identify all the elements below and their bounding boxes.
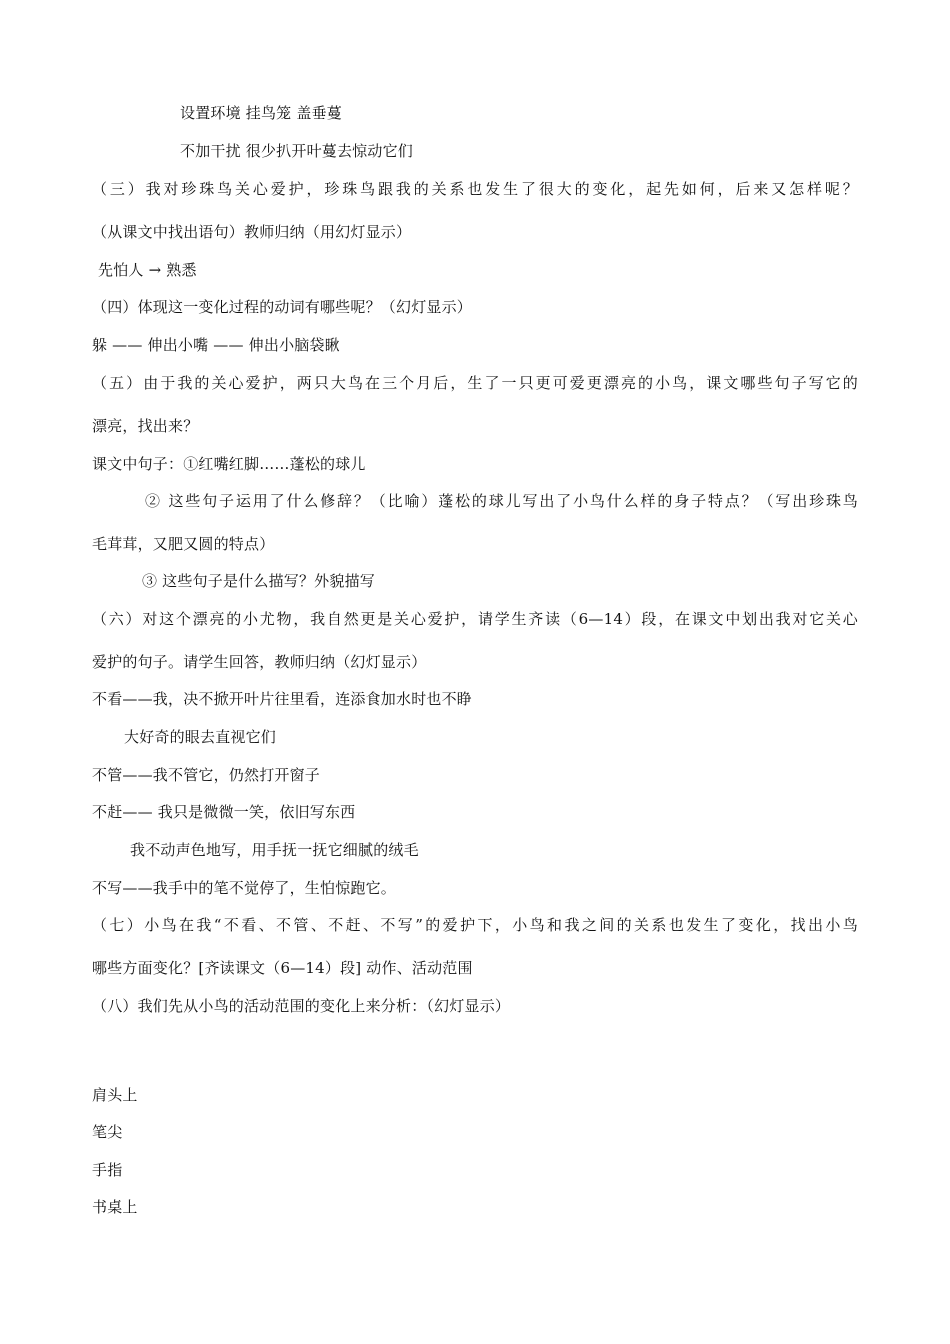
text-line: 不看——我，决不掀开叶片往里看，连添食加水时也不睁 (92, 690, 473, 708)
text-line: 躲 —— 伸出小嘴 —— 伸出小脑袋瞅 (92, 336, 340, 354)
text-line: （五）由于我的关心爱护，两只大鸟在三个月后，生了一只更可爱更漂亮的小鸟，课文哪些句子写它的 (92, 374, 858, 392)
text-line: 肩头上 (92, 1086, 138, 1104)
text-line: 漂亮，找出来？ (92, 417, 199, 435)
text-line: （四）体现这一变化过程的动词有哪些呢？（幻灯显示） (92, 298, 473, 316)
text-line: ③ 这些句子是什么描写？外貌描写 (142, 572, 375, 590)
text-line: 手指 (92, 1161, 123, 1179)
text-line: 哪些方面变化？[齐读课文（6—14）段] 动作、活动范围 (92, 959, 473, 977)
text-line: 笔尖 (92, 1123, 123, 1141)
text-line: ② 这些句子运用了什么修辞？（比喻）蓬松的球儿写出了小鸟什么样的身子特点？（写出珍珠鸟 (145, 492, 858, 510)
text-line: （六）对这个漂亮的小尤物，我自然更是关心爱护，请学生齐读（6—14）段，在课文中划出我对它关心 (92, 610, 858, 628)
text-line: （从课文中找出语句）教师归纳（用幻灯显示） (92, 223, 412, 241)
text-line: （三）我对珍珠鸟关心爱护，珍珠鸟跟我的关系也发生了很大的变化，起先如何，后来又怎样呢？ (92, 180, 858, 198)
text-line: 不写——我手中的笔不觉停了，生怕惊跑它。 (92, 879, 397, 897)
text-line: 我不动声色地写，用手抚一抚它细腻的绒毛 (130, 841, 419, 859)
text-line: （七）小鸟在我“不看、不管、不赶、不写”的爱护下，小鸟和我之间的关系也发生了变化，找出小鸟 (92, 916, 858, 934)
text-line: 不赶—— 我只是微微一笑，依旧写东西 (92, 803, 356, 821)
text-line: 不管——我不管它，仍然打开窗子 (92, 766, 321, 784)
text-line: 毛茸茸，又肥又圆的特点） (92, 535, 275, 553)
text-line: 设置环境 挂鸟笼 盖垂蔓 (180, 104, 342, 122)
text-line: 不加干扰 很少扒开叶蔓去惊动它们 (180, 142, 413, 160)
text-line: 先怕人 → 熟悉 (98, 261, 197, 279)
text-line: 大好奇的眼去直视它们 (124, 728, 277, 746)
text-line: （八）我们先从小鸟的活动范围的变化上来分析：（幻灯显示） (92, 997, 511, 1015)
text-line: 书桌上 (92, 1198, 138, 1216)
text-line: 课文中句子：①红嘴红脚……蓬松的球儿 (92, 455, 366, 473)
text-line: 爱护的句子。请学生回答，教师归纳（幻灯显示） (92, 653, 427, 671)
